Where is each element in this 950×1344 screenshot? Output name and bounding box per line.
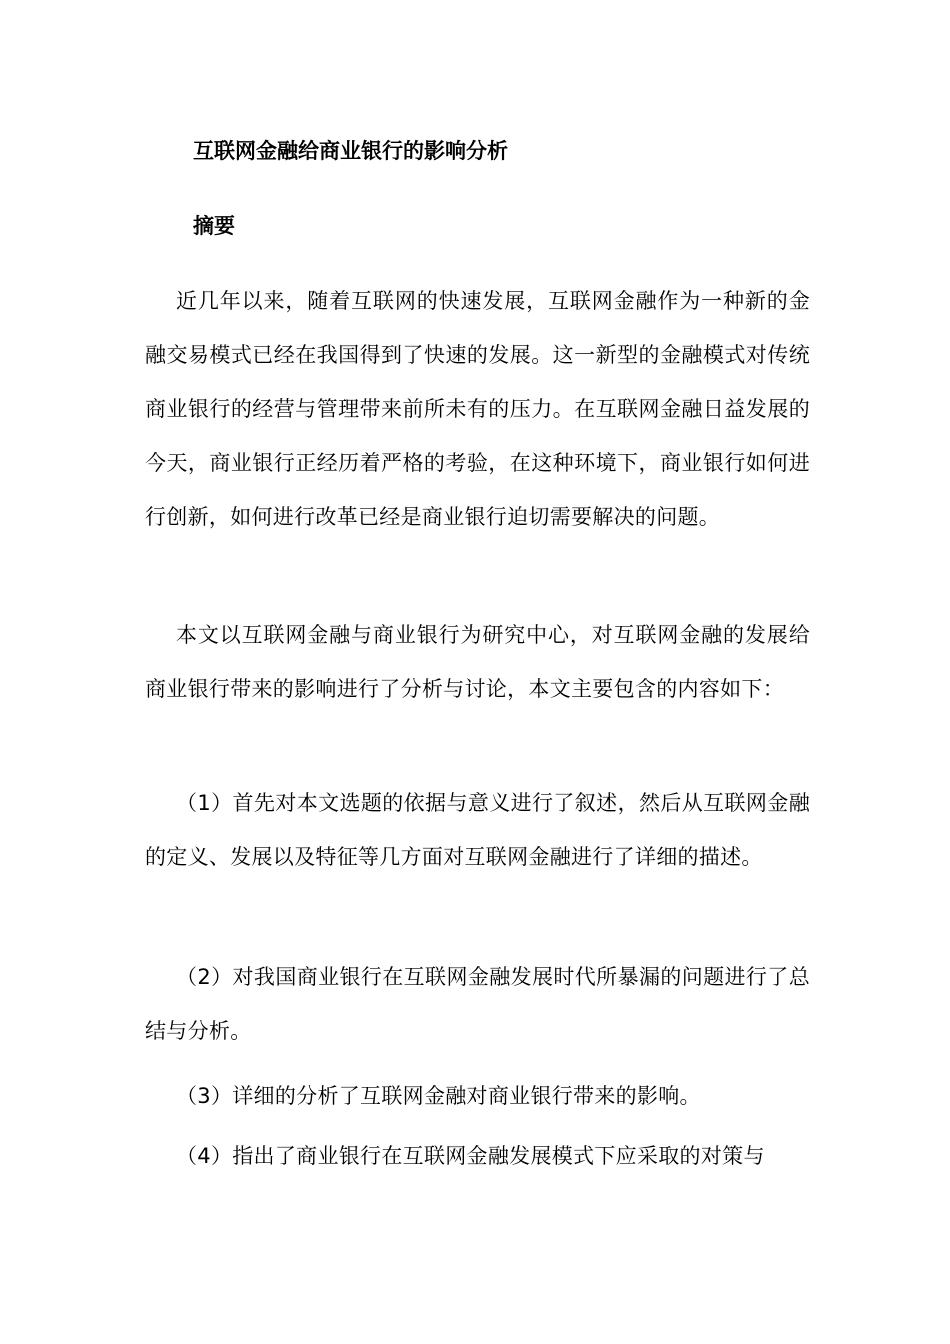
abstract-item-2: （2）对我国商业银行在互联网金融发展时代所暴漏的问题进行了总结与分析。 (145, 965, 810, 1043)
abstract-item-3: （3）详细的分析了互联网金融对商业银行带来的影响。 (176, 1084, 701, 1108)
abstract-item-4: （4）指出了商业银行在互联网金融发展模式下应采取的对策与 (176, 1144, 765, 1168)
abstract-heading: 摘要 (193, 214, 235, 238)
abstract-item-1: （1）首先对本文选题的依据与意义进行了叙述，然后从互联网金融的定义、发展以及特征等几方面对互联网金融进行了详细的描述。 (145, 791, 810, 869)
abstract-paragraph-scope: 本文以互联网金融与商业银行为研究中心，对互联网金融的发展给商业银行带来的影响进行了分析与讨论，本文主要包含的内容如下： (145, 623, 810, 701)
abstract-paragraph-intro: 近几年以来，随着互联网的快速发展，互联网金融作为一种新的金融交易模式已经在我国得到了快速的发展。这一新型的金融模式对传统商业银行的经营与管理带来前所未有的压力。在互联网金融日益发展的今天，商业银行正经历着严格的考验，在这种环境下，商业银行如何进行创新，如何进行改革已经是商业银行迫切需要解决的问题。 (145, 289, 810, 529)
document-title: 互联网金融给商业银行的影响分析 (193, 139, 508, 163)
